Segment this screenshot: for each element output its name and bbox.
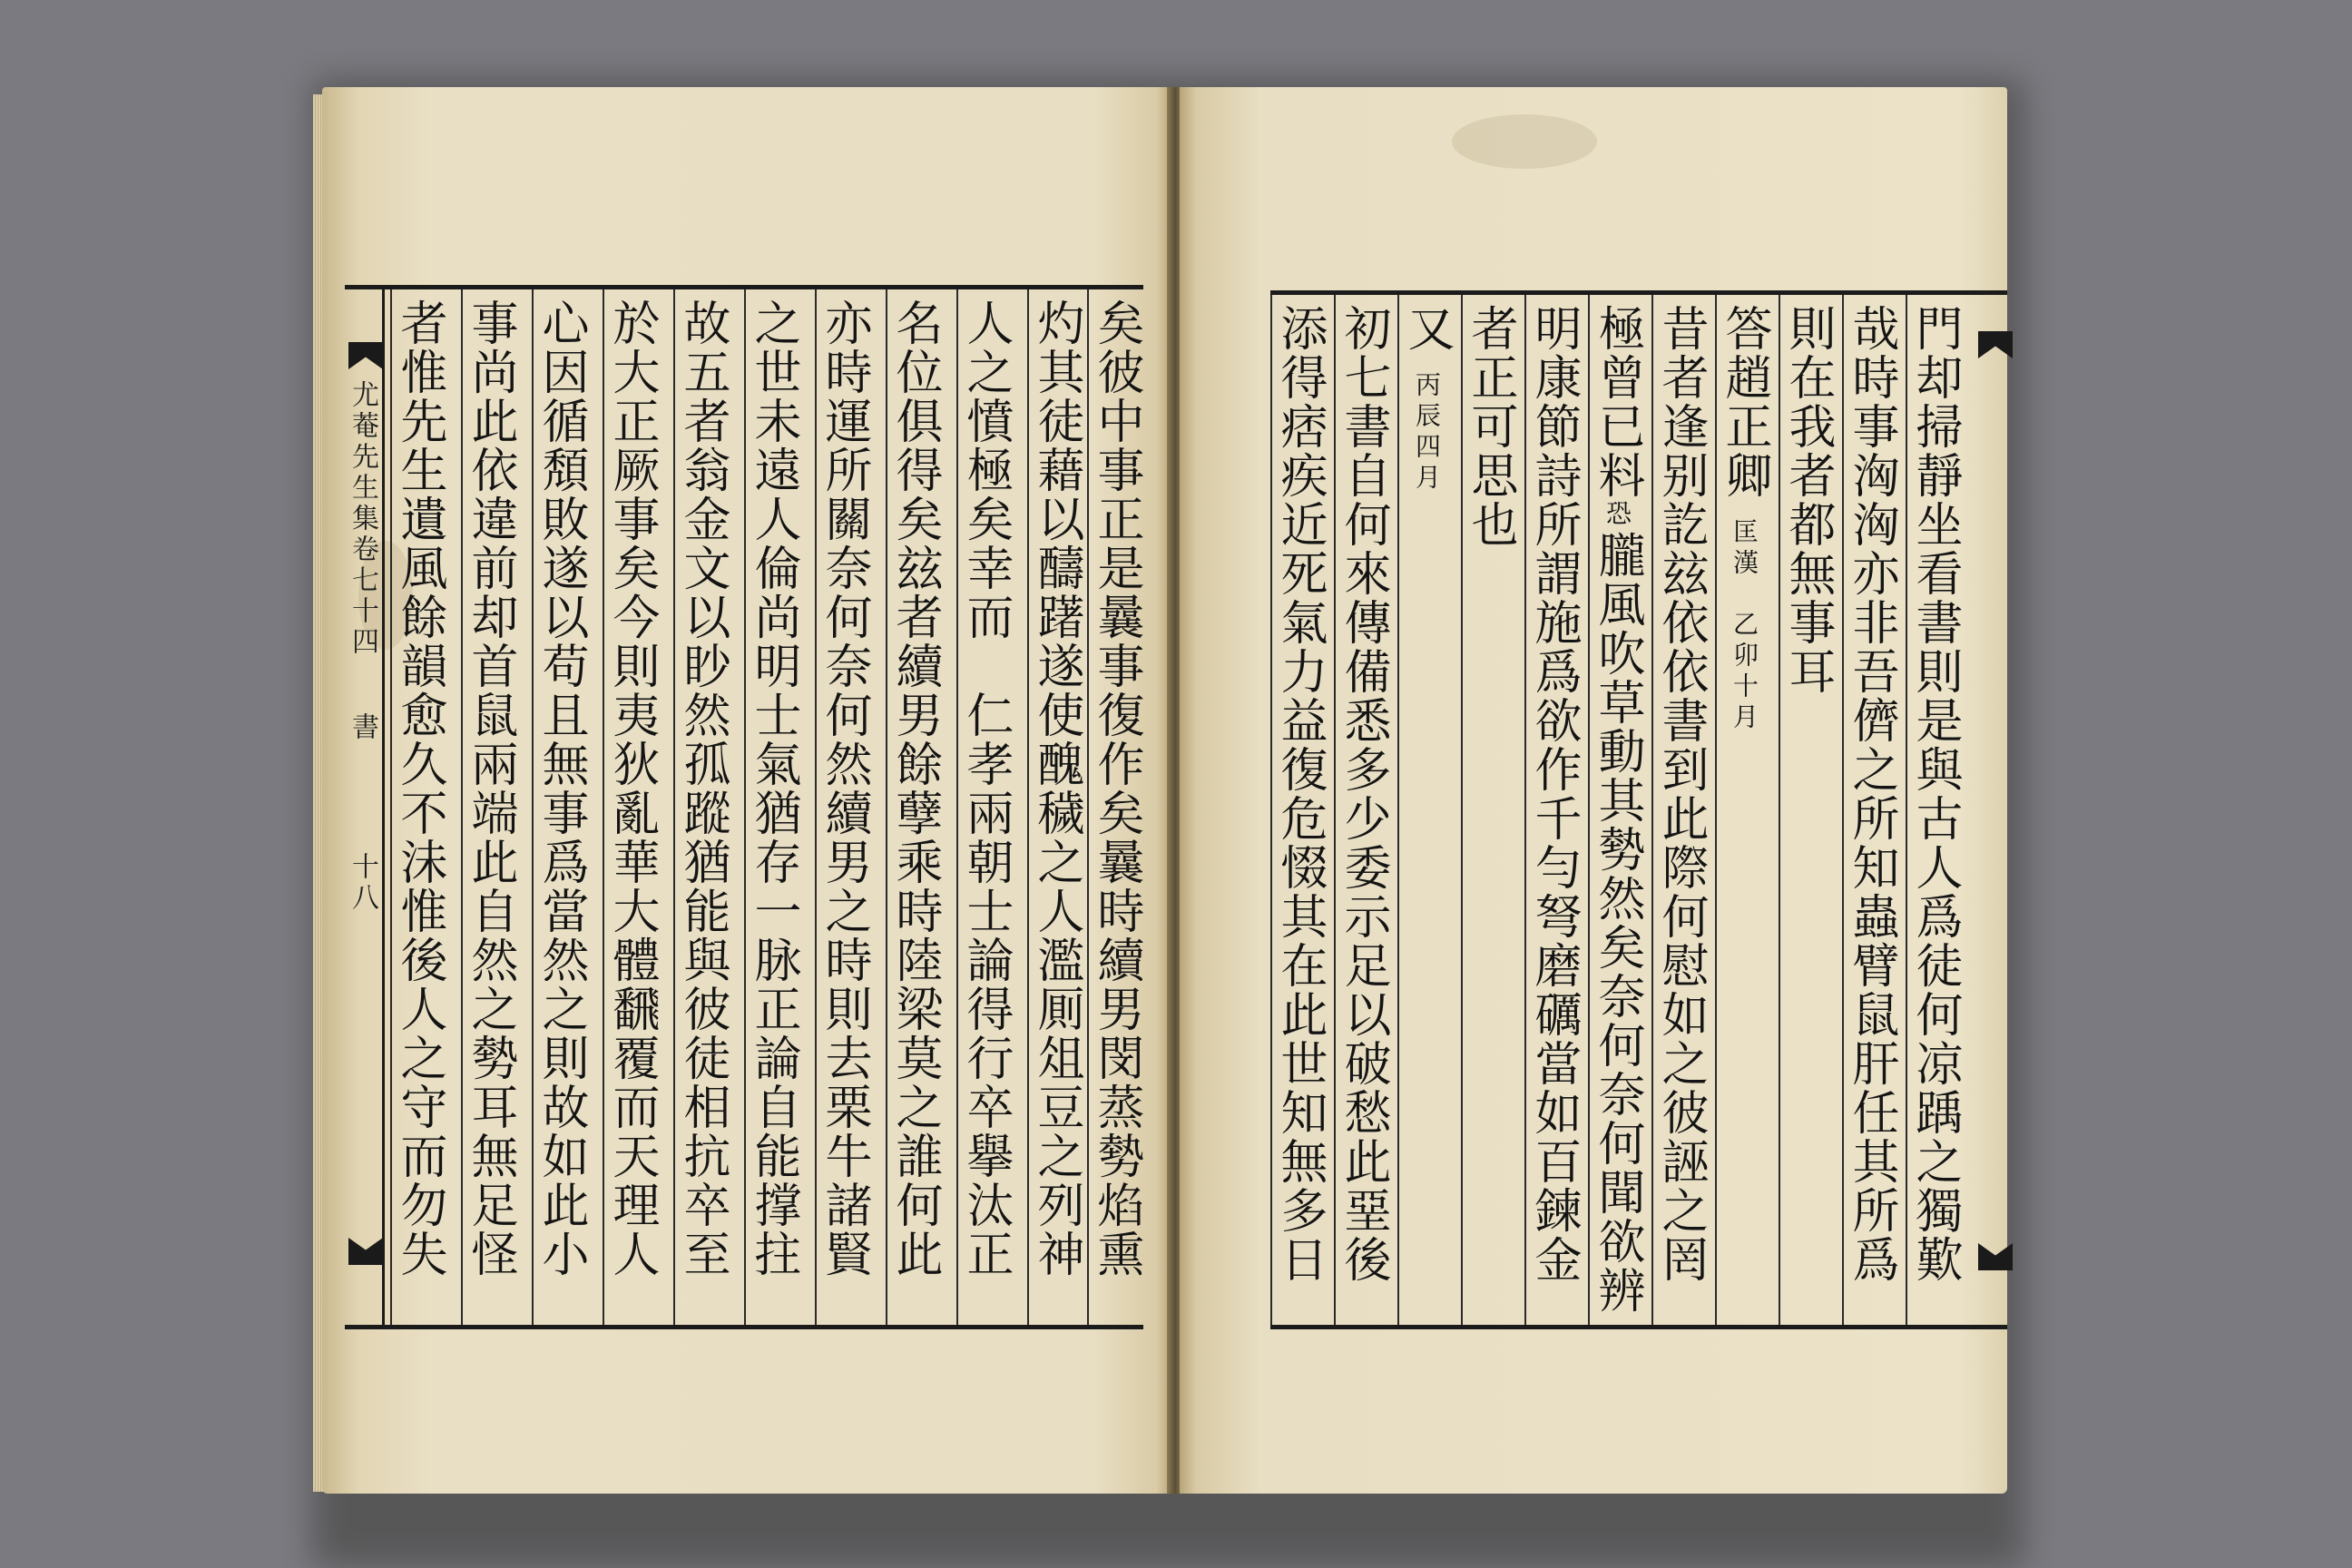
heading-column	[1397, 295, 1454, 1325]
text-column: 添得痞疾近死氣力益復危惙其在此世知無多日	[1270, 295, 1327, 1325]
text-column: 矣彼中事正是曩事復作矣曩時續男閔蒸勢焰熏	[1087, 289, 1143, 1325]
heading-title: 答趙正卿	[1717, 304, 1771, 500]
inline-note: 恐	[1602, 500, 1632, 531]
heading-title: 又	[1399, 304, 1454, 353]
text-column: 心因循頽敗遂以苟且無事爲當然之則故如此小	[532, 289, 588, 1325]
left-page	[322, 87, 1171, 1494]
text-column: 初七書自何來傳備悉多少委示足以破愁此堊後	[1334, 295, 1390, 1325]
text-column: 昔者逢别訖玆依依書到此際何慰如之彼誣之罔	[1651, 295, 1708, 1325]
heading-column	[1715, 295, 1771, 1325]
text-column: 者惟先生遺風餘韻愈久不沬惟後人之守而勿失	[390, 289, 446, 1325]
column-text: 極曾已料	[1590, 304, 1644, 500]
heading-note: 匡漢 乙卯十月	[1730, 518, 1759, 734]
page-number: 十八	[347, 852, 378, 914]
right-text-block	[1270, 290, 2007, 1329]
right-page	[1180, 87, 2007, 1494]
text-column: 故五者翁金文以眇然孤蹤猶能與彼徒相抗卒至	[673, 289, 730, 1325]
left-text-block	[345, 285, 1143, 1329]
text-column: 名位俱得矣玆者續男餘孽乘時陸梁莫之誰何此	[886, 289, 942, 1325]
text-column: 事尚此依違前却首鼠兩端此自然之勢耳無足怪	[461, 289, 517, 1325]
text-column: 門却掃靜坐看書則是與古人爲徒何凉踽之獨歎	[1906, 295, 1962, 1325]
right-lower-fishtail-mark	[1978, 1243, 2013, 1270]
book-title-margin	[347, 289, 385, 1325]
text-column: 亦時運所關奈何奈何然續男之時則去栗牛諸賢	[815, 289, 871, 1325]
text-column: 灼其徒藉以醻躇遂使醜穢之人濫厠俎豆之列神	[1027, 289, 1083, 1325]
text-column	[1588, 295, 1644, 1325]
text-column: 明康節詩所謂施爲欲作千勻弩磨礪當如百鍊金	[1524, 295, 1581, 1325]
text-column: 哉時事洶洶亦非吾儕之所知蟲臂鼠肝任其所爲	[1842, 295, 1898, 1325]
right-upper-fishtail-mark	[1978, 331, 2013, 358]
column-text-continued: 朧風吹草動其勢然矣奈何奈何聞欲辨	[1590, 531, 1644, 1315]
text-column: 人之憤極矣幸而 仁孝兩朝士論得行卒擧汰正	[956, 289, 1013, 1325]
book-title: 尤菴先生集卷七十四	[347, 380, 378, 658]
text-column: 則在我者都無事耳	[1779, 295, 1835, 1325]
text-column: 之世未遠人倫尚明士氣猶存一脉正論自能撑拄	[744, 289, 800, 1325]
text-column: 於大正厥事矣今則夷狄亂華大體飜覆而天理人	[603, 289, 659, 1325]
heading-date: 丙辰四月	[1412, 371, 1442, 495]
text-column: 者正可思也	[1461, 295, 1517, 1325]
section-label: 書	[347, 712, 378, 743]
